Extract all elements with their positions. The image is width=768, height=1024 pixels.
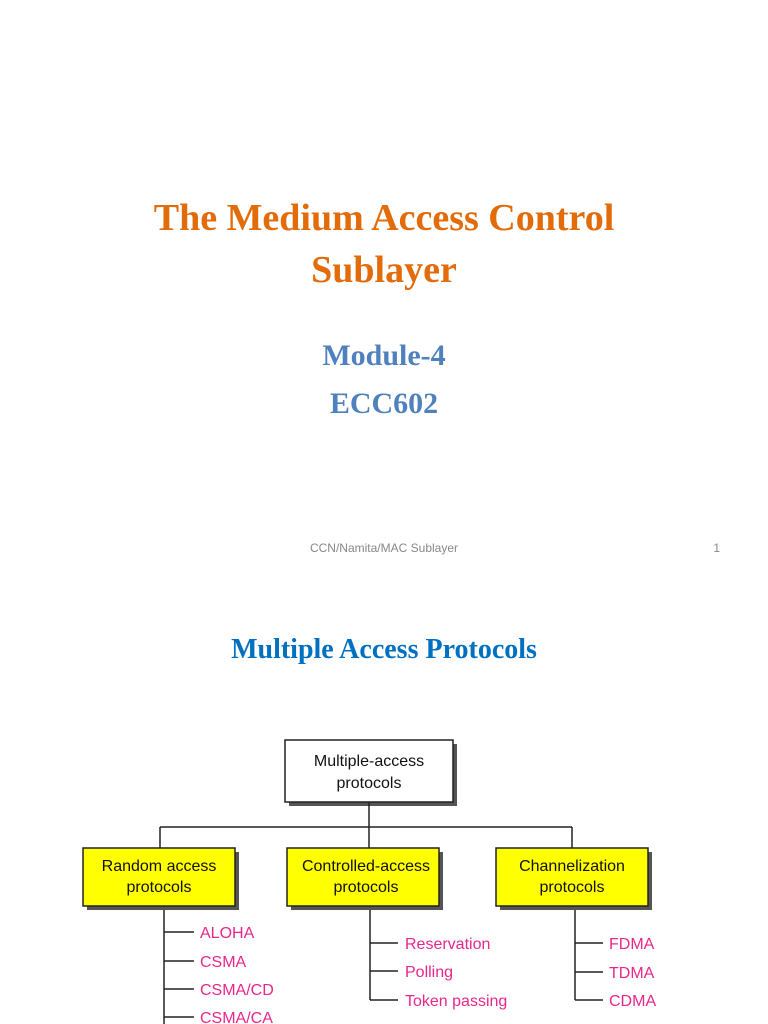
leaf-fdma: FDMA xyxy=(609,936,655,953)
category-box-channelization xyxy=(496,848,648,906)
category-label-line1: Channelization xyxy=(519,858,625,875)
category-box-random-access xyxy=(83,848,235,906)
root-label-line2: protocols xyxy=(336,775,402,792)
leaf-polling: Polling xyxy=(405,964,454,981)
slide-title-line1: The Medium Access Control xyxy=(153,197,615,239)
category-label-line1: Controlled-access xyxy=(301,858,431,875)
content-slide xyxy=(0,580,768,1024)
course-code: ECC602 xyxy=(329,387,439,420)
slide-footer: CCN/Namita/MAC Sublayer xyxy=(309,541,459,555)
leaf-reservation: Reservation xyxy=(405,936,491,953)
category-label-line2: protocols xyxy=(126,879,192,896)
protocol-tree-diagram xyxy=(0,580,768,1024)
leaf-csma: CSMA xyxy=(200,954,247,971)
leaf-token-passing: Token passing xyxy=(405,993,508,1010)
slide-title-line2: Sublayer xyxy=(311,249,457,291)
slide-title xyxy=(0,192,768,296)
category-label-line2: protocols xyxy=(539,879,605,896)
leaf-cdma: CDMA xyxy=(609,993,657,1010)
module-label: Module-4 xyxy=(322,339,446,372)
category-box-controlled-access xyxy=(287,848,439,906)
category-label-line2: protocols xyxy=(333,879,399,896)
leaf-aloha: ALOHA xyxy=(200,925,255,942)
leaf-csma-cd: CSMA/CD xyxy=(200,982,274,999)
slide-subtitle xyxy=(0,332,768,428)
leaf-tdma: TDMA xyxy=(609,965,655,982)
category-label-line1: Random access xyxy=(101,858,217,875)
page-number: 1 xyxy=(713,541,720,555)
root-box xyxy=(285,740,453,802)
leaf-csma-ca: CSMA/CA xyxy=(200,1010,273,1024)
content-slide-title: Multiple Access Protocols xyxy=(231,634,537,665)
root-label-line1: Multiple-access xyxy=(313,753,425,770)
